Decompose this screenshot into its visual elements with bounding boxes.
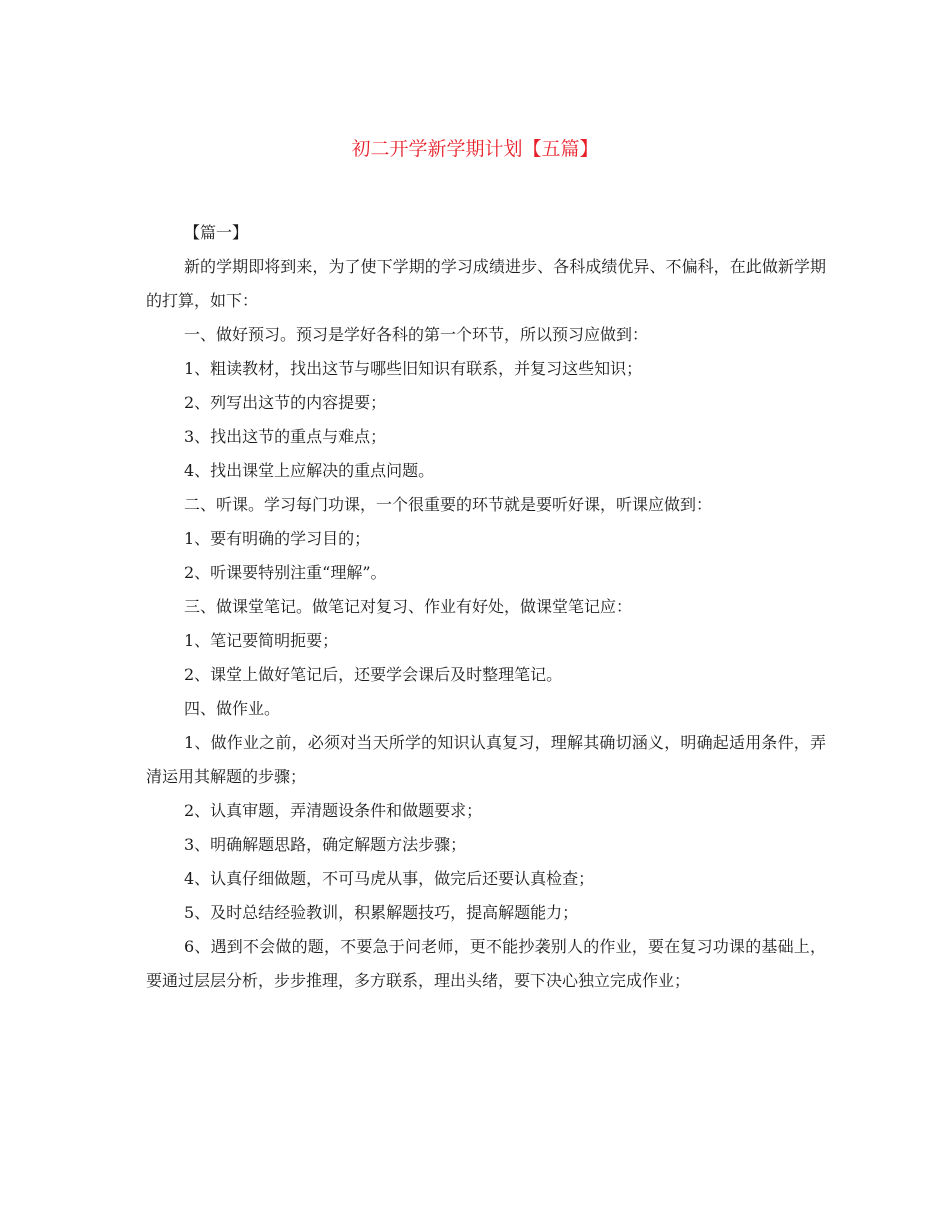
paragraph: 四、做作业。 [184,699,281,718]
list-item: 4、找出课堂上应解决的重点问题。 [184,461,435,480]
list-item: 1、笔记要简明扼要； [184,631,339,650]
list-item: 2、认真审题，弄清题设条件和做题要求； [184,801,483,820]
list-item: 1、做作业之前，必须对当天所学的知识认真复习，理解其确切涵义，明确起适用条件，弄清运用其解题的步骤； [146,733,826,786]
list-item: 2、列写出这节的内容提要； [184,393,387,412]
list-item: 2、课堂上做好笔记后，还要学会课后及时整理笔记。 [184,665,563,684]
list-item: 6、遇到不会做的题，不要急于问老师，更不能抄袭别人的作业，要在复习功课的基础上，要通过层层分析，步步推理，多方联系，理出头绪，要下决心独立完成作业； [146,937,826,990]
paragraph: 一、做好预习。预习是学好各科的第一个环节，所以预习应做到： [184,325,649,344]
list-item: 1、粗读教材，找出这节与哪些旧知识有联系，并复习这些知识； [184,359,643,378]
document-title: 初二开学新学期计划【五篇】 [351,138,599,160]
list-item: 1、要有明确的学习目的； [184,529,371,548]
list-item: 5、及时总结经验教训，积累解题技巧，提高解题能力； [184,903,579,922]
list-item: 2、听课要特别注重“理解”。 [184,563,387,582]
list-item: 4、认真仔细做题，不可马虎从事，做完后还要认真检查； [184,869,595,888]
paragraph: 三、做课堂笔记。做笔记对复习、作业有好处，做课堂笔记应： [184,597,633,616]
paragraph: 新的学期即将到来，为了使下学期的学习成绩进步、各科成绩优异、不偏科，在此做新学期的打算，如下： [146,257,826,310]
document-body [146,216,826,998]
list-item: 3、找出这节的重点与难点； [184,427,387,446]
section-heading: 【篇一】 [184,223,249,242]
list-item: 3、明确解题思路，确定解题方法步骤； [184,835,467,854]
paragraph: 二、听课。学习每门功课，一个很重要的环节就是要听好课，听课应做到： [184,495,713,514]
